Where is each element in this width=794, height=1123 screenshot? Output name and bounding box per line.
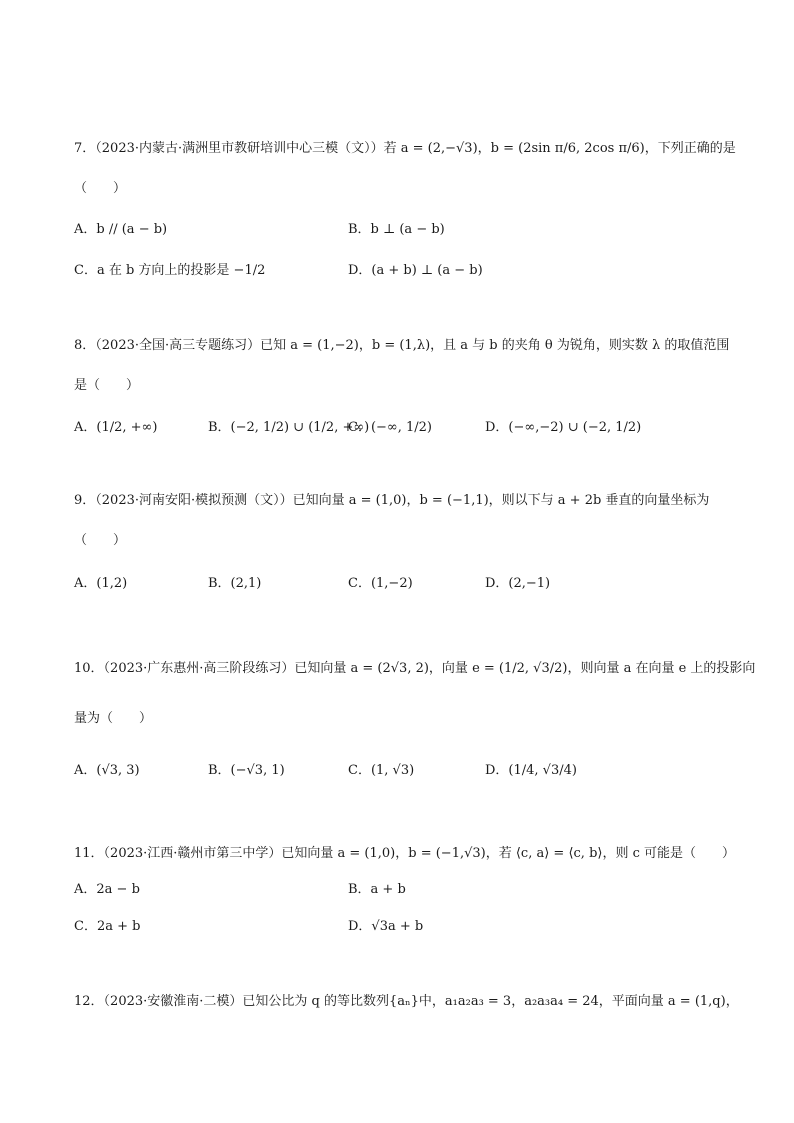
q8-option-d: D．(−∞,−2) ∪ (−2, 1/2) [485,420,642,435]
q11-option-b: B．a + b [348,882,406,897]
q7-option-b: B．b ⊥ (a − b) [348,222,445,237]
q11-stem: 11．（2023·江西·赣州市第三中学）已知向量 a = (1,0)，b = (−1,√3)，若 ⟨c, a⟩ = ⟨c, b⟩，则 c 可能是（ ） [74,846,736,861]
q8-option-b: B．(−2, 1/2) ∪ (1/2, +∞) [208,420,370,435]
q10-option-b: B．(−√3, 1) [208,763,285,778]
q12-stem: 12．（2023·安徽淮南·二模）已知公比为 q 的等比数列{aₙ}中，a₁a₂a₃ = 3，a₂a₃a₄ = 24，平面向量 a = (1,q)， [74,994,739,1009]
q10-stem-cont: 量为（ ） [74,711,153,726]
q8-stem: 8．（2023·全国·高三专题练习）已知 a = (1,−2)，b = (1,λ)，且 a 与 b 的夹角 θ 为锐角，则实数 λ 的取值范围 [74,338,730,353]
q7-option-d: D．(a + b) ⊥ (a − b) [348,263,483,278]
q11-option-c: C．2a + b [74,919,141,934]
q8-stem-cont: 是（ ） [74,378,140,393]
q7-stem: 7．（2023·内蒙古·满洲里市教研培训中心三模（文））若 a = (2,−√3)，b = (2sin π/6, 2cos π/6)，下列正确的是 [74,141,736,156]
q10-option-a: A．(√3, 3) [74,763,140,778]
q9-blank: （ ） [74,533,127,548]
q7-blank: （ ） [74,181,127,196]
q9-stem: 9．（2023·河南安阳·模拟预测（文））已知向量 a = (1,0)，b = (−1,1)，则以下与 a + 2b 垂直的向量坐标为 [74,493,710,508]
q8-option-c: C．(−∞, 1/2) [348,420,432,435]
q11-option-d: D．√3a + b [348,919,424,934]
q7-option-c: C．a 在 b 方向上的投影是 −1/2 [74,263,266,278]
q10-option-d: D．(1/4, √3/4) [485,763,577,778]
q11-option-a: A．2a − b [74,882,140,897]
q9-option-b: B．(2,1) [208,576,262,591]
q10-stem: 10．（2023·广东惠州·高三阶段练习）已知向量 a = (2√3, 2)，向量 e = (1/2, √3/2)，则向量 a 在向量 e 上的投影向 [74,661,756,676]
q9-option-c: C．(1,−2) [348,576,413,591]
q9-option-d: D．(2,−1) [485,576,551,591]
q8-option-a: A．(1/2, +∞) [74,420,158,435]
q10-option-c: C．(1, √3) [348,763,415,778]
q7-option-a: A．b // (a − b) [74,222,168,237]
q9-option-a: A．(1,2) [74,576,128,591]
